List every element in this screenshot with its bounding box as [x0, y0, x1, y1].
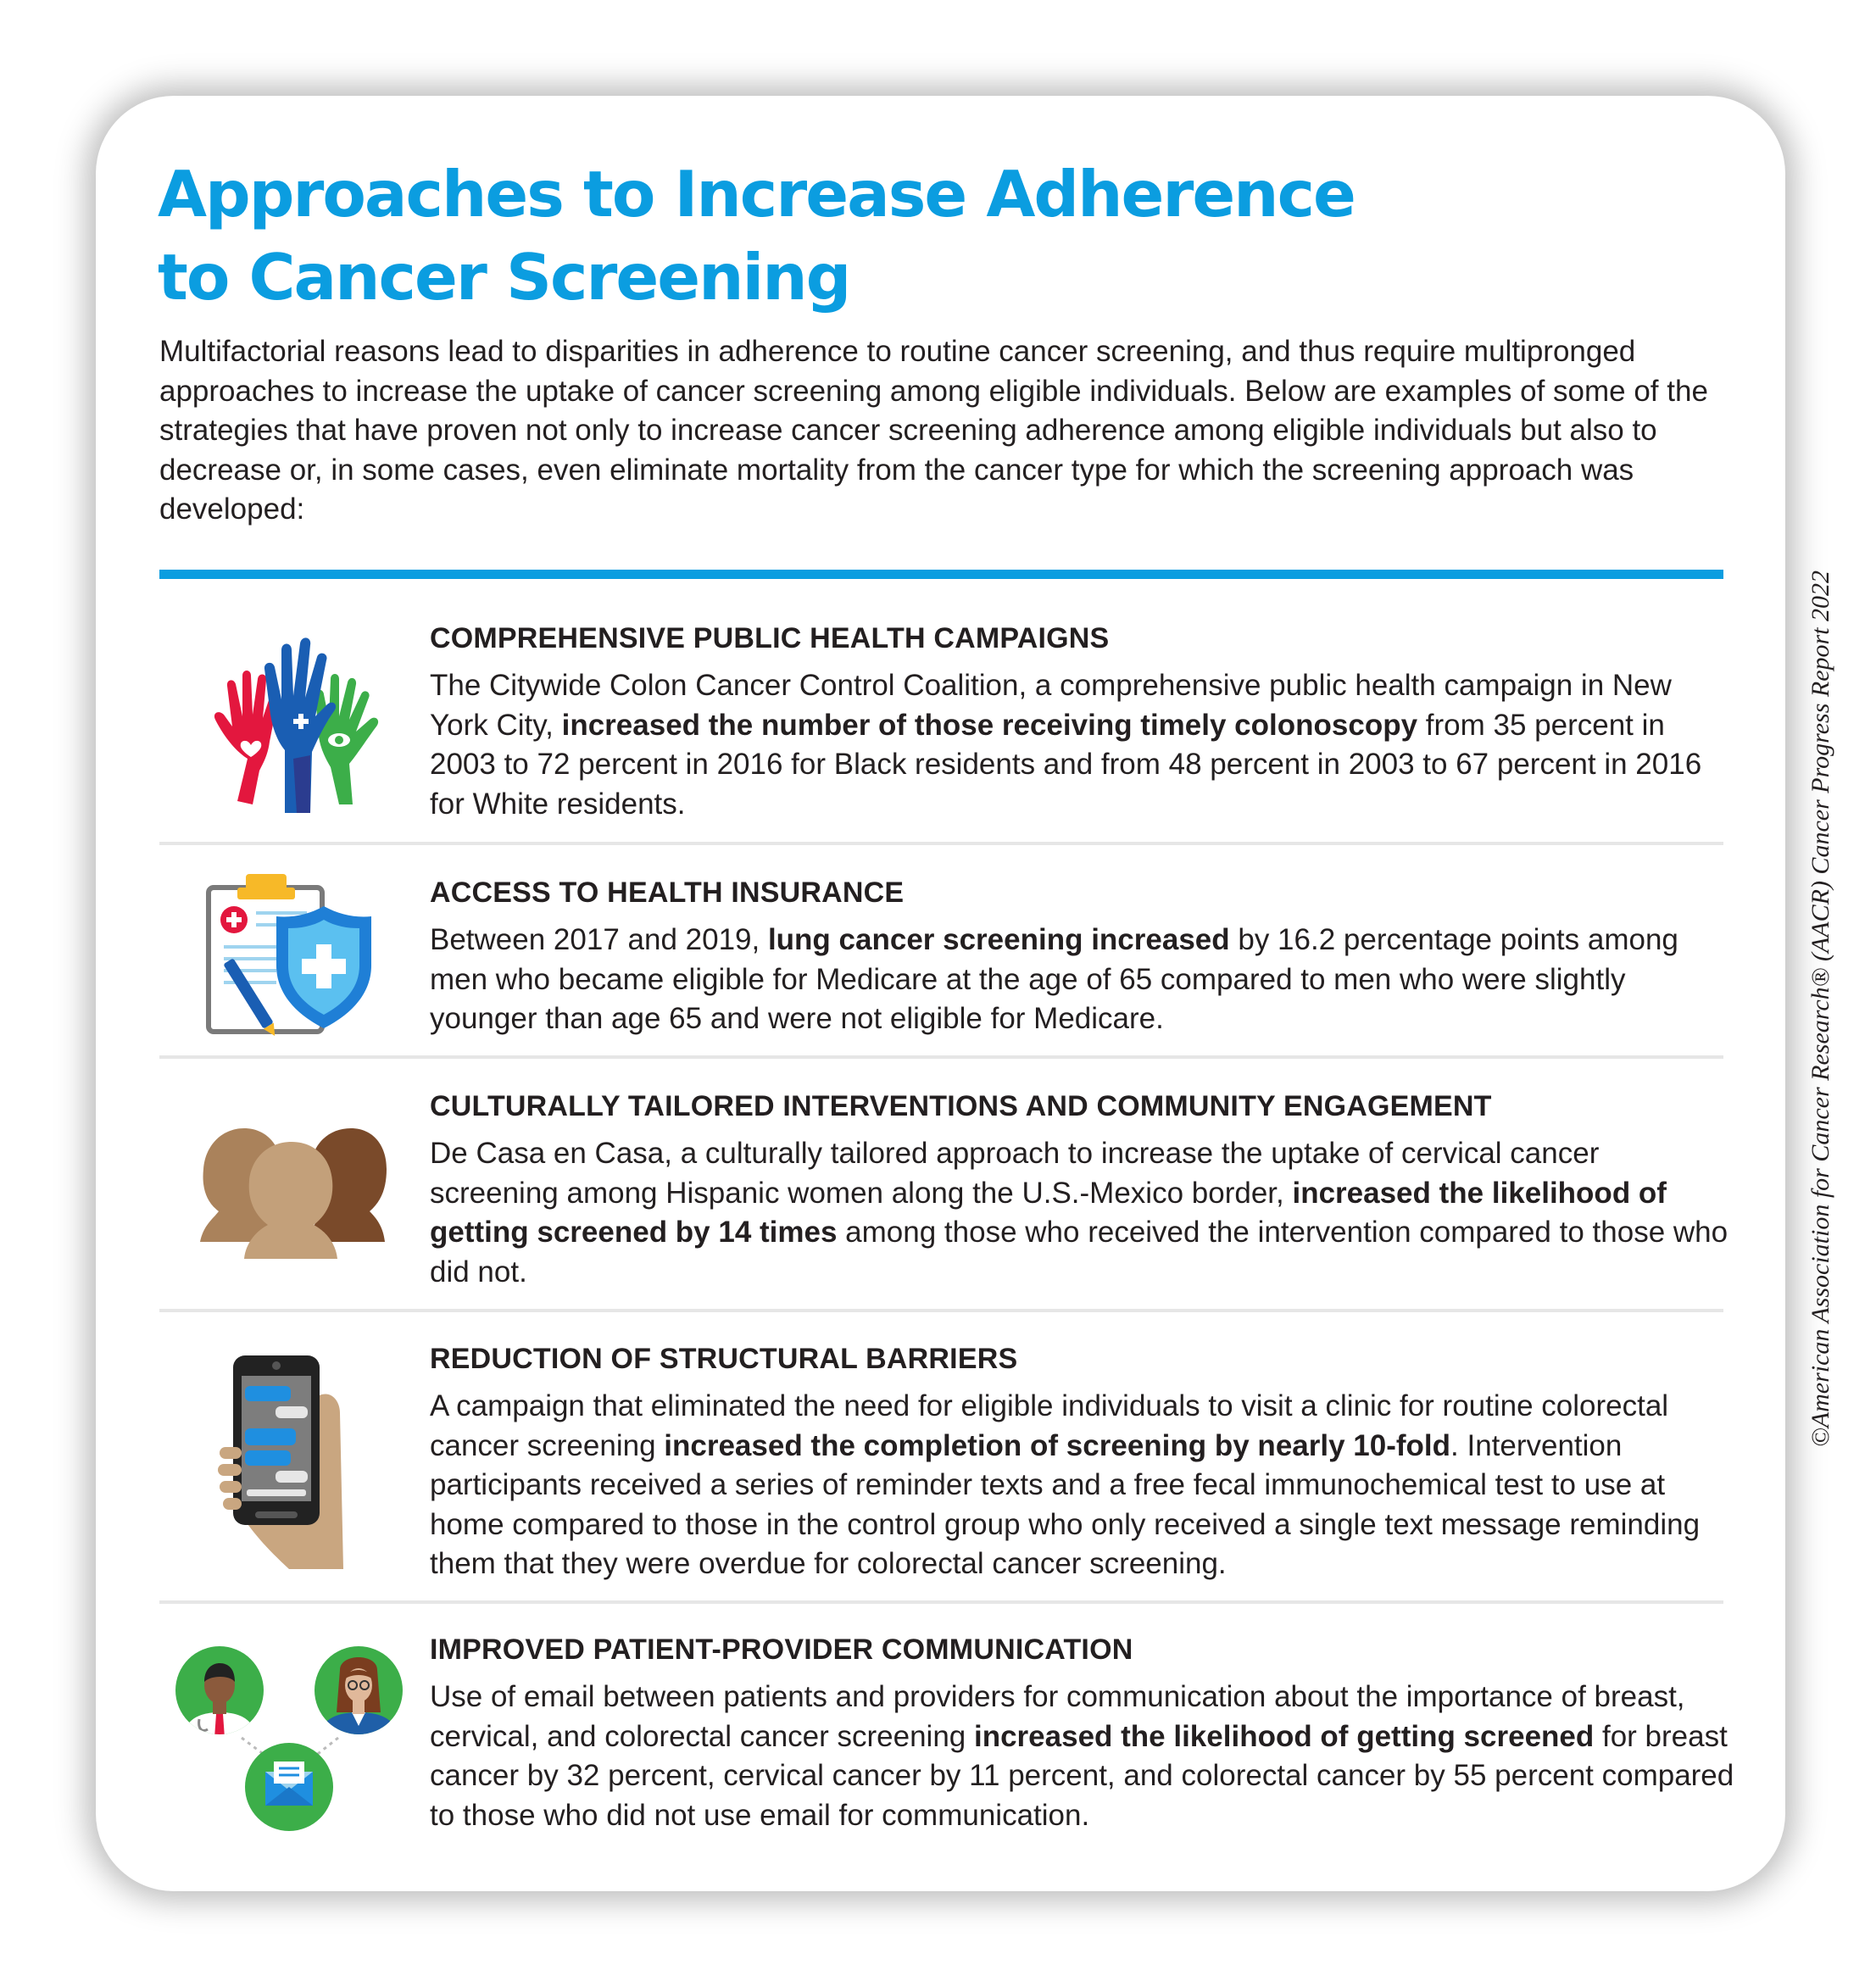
section-body: Between 2017 and 2019, lung cancer screening increased by 16.2 percentage points among men who became eligible for Medicare at the age of 65 compared to men who were slightly younger than age 65 and were not eligible for Medicare. — [430, 923, 1678, 1035]
section-body: De Casa en Casa, a culturally tailored approach to increase the uptake of cervical cancer screening among Hispanic women along the U.S.-Mexico border, increased the likelihood of getting screened by 14 times among those who received the intervention compared to those who did not. — [430, 1137, 1728, 1288]
section-public-health-campaigns — [430, 619, 1735, 824]
section-body: A campaign that eliminated the need for eligible individuals to visit a clinic for routine colorectal cancer screening increased the completion of screening by nearly 10-fold. Intervention participants received a series of reminder texts and a free fecal immunochemical test to use at home compared to those in the control group who only received a single text message reminding them that they were overdue for colorectal cancer screening. — [430, 1389, 1701, 1580]
section-patient-provider-communication — [430, 1630, 1735, 1835]
section-divider — [159, 1055, 1723, 1059]
section-heading: COMPREHENSIVE PUBLIC HEALTH CAMPAIGNS — [430, 622, 1110, 654]
section-heading: REDUCTION OF STRUCTURAL BARRIERS — [430, 1343, 1018, 1375]
section-body: The Citywide Colon Cancer Control Coalition, a comprehensive public health campaign in New York City, increased the number of those receiving timely colonoscopy from 35 percent in 2003 to 72 percent in 2016 for Black residents and from 48 percent in 2003 to 67 percent in 2016 for White residents. — [430, 669, 1702, 821]
section-divider — [159, 842, 1723, 845]
section-divider — [159, 1309, 1723, 1312]
section-divider — [159, 1600, 1723, 1604]
copyright-notice: ©American Association for Cancer Research® (AACR) Cancer Progress Report 2022 — [1806, 570, 1834, 1448]
provider-email-icon — [174, 1645, 407, 1833]
section-heading: CULTURALLY TAILORED INTERVENTIONS AND COMMUNITY ENGAGEMENT — [430, 1090, 1492, 1122]
section-structural-barriers — [430, 1339, 1735, 1584]
section-heading: ACCESS TO HEALTH INSURANCE — [430, 877, 905, 909]
smartphone-text-icon — [216, 1352, 352, 1571]
page-title — [158, 153, 1599, 319]
section-culturally-tailored — [430, 1087, 1735, 1292]
section-body: Use of email between patients and providers for communication about the importance of breast, cervical, and colorectal cancer screening increased the likelihood of getting screened for breast cancer by 32 percent, cervical cancer by 11 percent, and colorectal cancer by 55 percent compared to those who did not use email for communication. — [430, 1680, 1734, 1832]
section-health-insurance — [430, 873, 1735, 1039]
insurance-shield-icon — [205, 871, 379, 1036]
title-line-1: Approaches to Increase Adherence — [158, 157, 1355, 231]
section-heading: IMPROVED PATIENT-PROVIDER COMMUNICATION — [430, 1634, 1133, 1666]
title-line-2: to Cancer Screening — [158, 240, 850, 314]
community-people-icon — [193, 1123, 390, 1263]
raised-hands-icon — [203, 632, 390, 818]
intro-paragraph: Multifactorial reasons lead to disparities in adherence to routine cancer screening, and thus require multipronged approaches to increase the uptake of cancer screening among eligible individuals. Below are examples of some of the strategies that have proven not only to increase cancer screening adherence among eligible individuals but also to decrease or, in some cases, even eliminate mortality from the cancer type for which the screening approach was developed: — [159, 335, 1708, 526]
header-divider — [159, 570, 1723, 579]
